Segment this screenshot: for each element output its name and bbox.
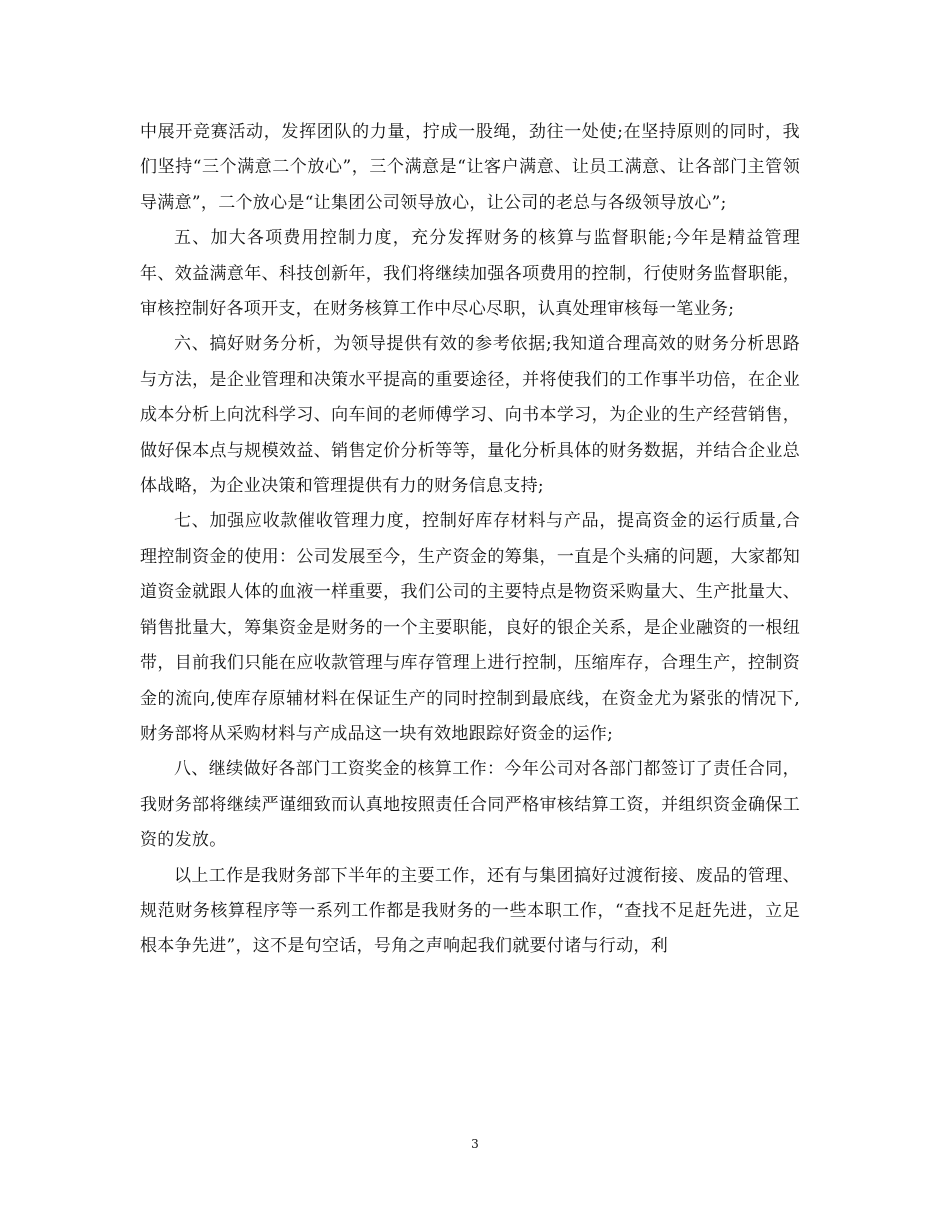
document-body [140,115,800,965]
page-number: 3 [471,1137,479,1151]
paragraph-continuation: 中展开竞赛活动，发挥团队的力量，拧成一股绳，劲往一处使;在坚持原则的同时，我们坚持“三个满意二个放心”，三个满意是“让客户满意、让员工满意、让各部门主管领导满意”，二个放心是“让集团公司领导放心，让公司的老总与各级领导放心”; [140,122,800,213]
paragraph-item-seven: 七、加强应收款催收管理力度，控制好库存材料与产品，提高资金的运行质量,合理控制资金的使用：公司发展至今，生产资金的筹集，一直是个头痛的问题，大家都知道资金就跟人体的血液一样重要，我们公司的主要特点是物资采购量大、生产批量大、销售批量大，筹集资金是财务的一个主要职能，良好的银企关系，是企业融资的一根纽带，目前我们只能在应收款管理与库存管理上进行控制，压缩库存，合理生产，控制资金的流向,使库存原辅材料在保证生产的同时控制到最底线，在资金尤为紧张的情况下,财务部将从采购材料与产成品这一块有效地跟踪好资金的运作; [140,511,800,744]
paragraph-item-eight: 八、继续做好各部门工资奖金的核算工作：今年公司对各部门都签订了责任合同，我财务部将继续严谨细致而认真地按照责任合同严格审核结算工资，并组织资金确保工资的发放。 [140,759,800,851]
paragraph-item-six: 六、搞好财务分析，为领导提供有效的参考依据;我知道合理高效的财务分析思路与方法，是企业管理和决策水平提高的重要途径，并将使我们的工作事半功倍，在企业成本分析上向沈科学习、向车间的老师傅学习、向书本学习，为企业的生产经营销售，做好保本点与规模效益、销售定价分析等等，量化分析具体的财务数据，并结合企业总体战略，为企业决策和管理提供有力的财务信息支持; [140,334,800,497]
paragraph-item-five: 五、加大各项费用控制力度，充分发挥财务的核算与监督职能;今年是精益管理年、效益满意年、科技创新年，我们将继续加强各项费用的控制，行使财务监督职能，审核控制好各项开支，在财务核算工作中尽心尽职，认真处理审核每一笔业务; [140,228,800,320]
paragraph-summary: 以上工作是我财务部下半年的主要工作，还有与集团搞好过渡衔接、废品的管理、规范财务核算程序等一系列工作都是我财务的一些本职工作，“查找不足赶先进，立足根本争先进”，这不是句空话，号角之声响起我们就要付诸与行动，利 [140,865,800,957]
